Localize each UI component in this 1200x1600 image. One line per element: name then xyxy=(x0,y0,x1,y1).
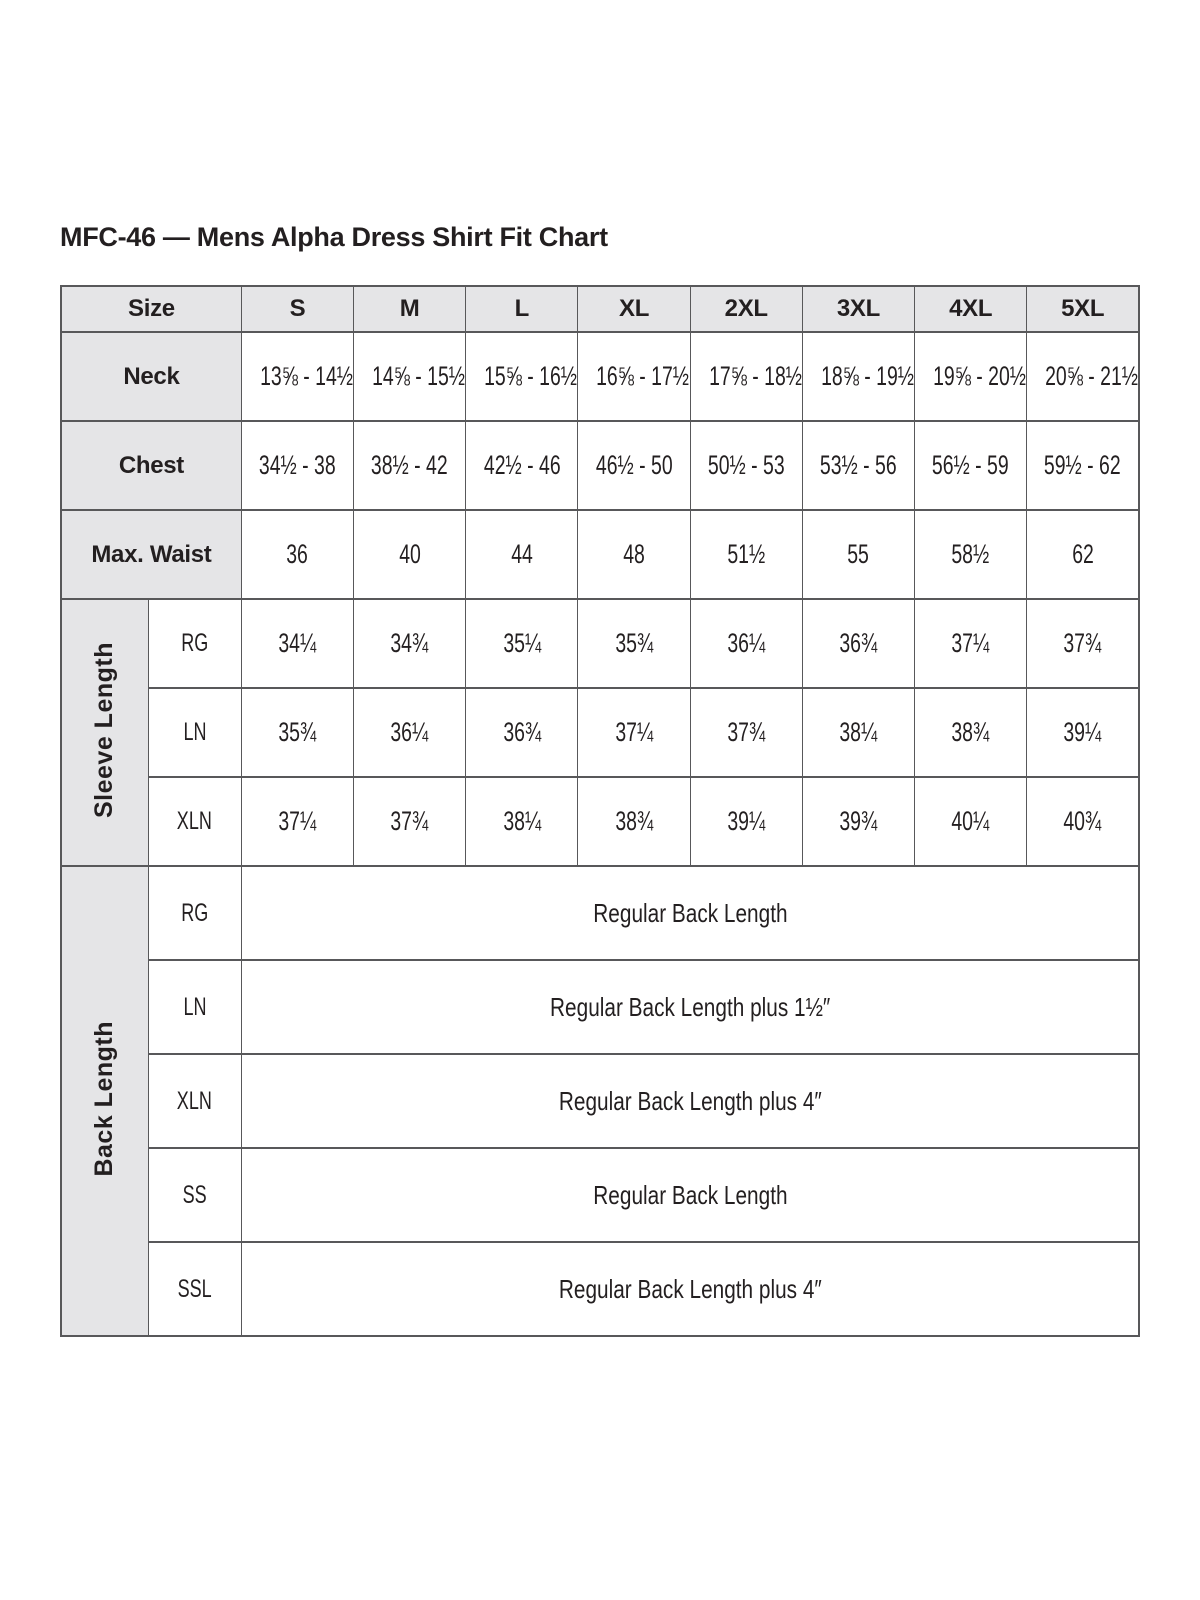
sleeve-ln-cell: 35¾ xyxy=(241,688,353,777)
waist-value-cell xyxy=(690,510,802,599)
sleeve-xln-cell: 37¾ xyxy=(354,777,466,866)
sleeve-xln-cell: 40¾ xyxy=(1027,777,1139,866)
col-header-xl: XL xyxy=(578,286,690,332)
chest-value-cell xyxy=(466,421,578,510)
sleeve-length-group-text: Sleeve Length xyxy=(90,642,119,818)
chest-value-cell xyxy=(802,421,914,510)
chest-value-cell xyxy=(578,421,690,510)
col-header-l: L xyxy=(466,286,578,332)
sleeve-ln-cell: 38¼ xyxy=(802,688,914,777)
sleeve-rg-cell: 36¼ xyxy=(690,599,802,688)
col-header-m: M xyxy=(354,286,466,332)
back-length-group-text: Back Length xyxy=(90,1020,119,1177)
neck-s: 13⅝ - 14½ xyxy=(259,361,353,391)
waist-3xl: 55 xyxy=(847,539,870,569)
sleeve-ln-cell: 37¾ xyxy=(690,688,802,777)
back-ssl-row xyxy=(61,1242,1139,1336)
neck-l: 15⅝ - 16½ xyxy=(484,361,578,391)
neck-xl: 16⅝ - 17½ xyxy=(596,361,690,391)
sleeve-ln-cell: 39¼ xyxy=(1027,688,1139,777)
page-title: MFC-46 — Mens Alpha Dress Shirt Fit Chart xyxy=(60,222,608,252)
sleeve-length-group-label xyxy=(61,599,148,866)
max-waist-row-label: Max. Waist xyxy=(61,510,241,599)
chest-l: 42½ - 46 xyxy=(483,450,561,480)
sleeve-ln-cell: 37¼ xyxy=(578,688,690,777)
sleeve-ln-cell: 38¾ xyxy=(915,688,1027,777)
back-rg-label: RG xyxy=(148,866,241,960)
waist-5xl: 62 xyxy=(1071,539,1094,569)
waist-m: 40 xyxy=(398,539,421,569)
waist-value-cell xyxy=(466,510,578,599)
col-header-s: S xyxy=(241,286,353,332)
waist-xl: 48 xyxy=(623,539,645,569)
sleeve-xln-cell: 40¼ xyxy=(915,777,1027,866)
back-ss-label: SS xyxy=(148,1148,241,1242)
sleeve-rg-cell: 35¾ xyxy=(578,599,690,688)
neck-value-cell xyxy=(915,332,1027,421)
neck-row xyxy=(61,332,1139,421)
sleeve-rg-row xyxy=(61,599,1139,688)
neck-m: 14⅝ - 15½ xyxy=(372,361,466,391)
neck-value-cell xyxy=(690,332,802,421)
chest-3xl: 53½ - 56 xyxy=(820,450,897,480)
sleeve-rg-cell: 34¾ xyxy=(354,599,466,688)
back-xln-label: XLN xyxy=(148,1054,241,1148)
chest-value-cell xyxy=(915,421,1027,510)
back-ssl-value: Regular Back Length plus 4″ xyxy=(241,1242,1139,1336)
chest-4xl: 56½ - 59 xyxy=(932,450,1010,480)
sleeve-ln-cell: 36¾ xyxy=(466,688,578,777)
chest-value-cell xyxy=(1027,421,1139,510)
back-ss-row xyxy=(61,1148,1139,1242)
neck-value-cell xyxy=(1027,332,1139,421)
waist-value-cell xyxy=(241,510,353,599)
chest-s: 34½ - 38 xyxy=(259,450,336,480)
neck-value-cell xyxy=(466,332,578,421)
sleeve-xln-row xyxy=(61,777,1139,866)
sleeve-rg-cell: 37¼ xyxy=(915,599,1027,688)
chest-row xyxy=(61,421,1139,510)
waist-value-cell xyxy=(802,510,914,599)
neck-3xl: 18⅝ - 19½ xyxy=(820,361,914,391)
size-header-row xyxy=(61,286,1139,332)
sleeve-xln-label: XLN xyxy=(148,777,241,866)
waist-s: 36 xyxy=(286,539,309,569)
col-header-4xl: 4XL xyxy=(915,286,1027,332)
sleeve-rg-label: RG xyxy=(148,599,241,688)
max-waist-row xyxy=(61,510,1139,599)
neck-value-cell xyxy=(241,332,353,421)
chest-value-cell xyxy=(690,421,802,510)
col-header-5xl: 5XL xyxy=(1027,286,1139,332)
chest-m: 38½ - 42 xyxy=(371,450,449,480)
sleeve-ln-cell: 36¼ xyxy=(354,688,466,777)
col-header-2xl: 2XL xyxy=(690,286,802,332)
sleeve-xln-cell: 39¼ xyxy=(690,777,802,866)
chest-xl: 46½ - 50 xyxy=(595,450,673,480)
chest-value-cell xyxy=(241,421,353,510)
chest-5xl: 59½ - 62 xyxy=(1044,450,1121,480)
sleeve-xln-cell: 37¼ xyxy=(241,777,353,866)
sleeve-rg-cell: 34¼ xyxy=(241,599,353,688)
neck-2xl: 17⅝ - 18½ xyxy=(708,361,802,391)
neck-value-cell xyxy=(354,332,466,421)
size-header-cell: Size xyxy=(61,286,241,332)
chest-row-label: Chest xyxy=(61,421,241,510)
waist-value-cell xyxy=(354,510,466,599)
waist-value-cell xyxy=(915,510,1027,599)
neck-4xl: 19⅝ - 20½ xyxy=(933,361,1027,391)
sleeve-xln-cell: 38¼ xyxy=(466,777,578,866)
waist-4xl: 58½ xyxy=(951,539,990,569)
back-rg-value: Regular Back Length xyxy=(241,866,1139,960)
back-ssl-label: SSL xyxy=(148,1242,241,1336)
sleeve-rg-cell: 35¼ xyxy=(466,599,578,688)
col-header-3xl: 3XL xyxy=(802,286,914,332)
fit-chart-table xyxy=(60,285,1140,1337)
waist-l: 44 xyxy=(511,539,533,569)
sleeve-rg-cell: 37¾ xyxy=(1027,599,1139,688)
neck-row-label: Neck xyxy=(61,332,241,421)
chest-value-cell xyxy=(354,421,466,510)
back-ln-row xyxy=(61,960,1139,1054)
sleeve-xln-cell: 39¾ xyxy=(802,777,914,866)
neck-5xl: 20⅝ - 21½ xyxy=(1045,361,1139,391)
neck-value-cell xyxy=(578,332,690,421)
waist-2xl: 51½ xyxy=(727,539,766,569)
back-ln-label: LN xyxy=(148,960,241,1054)
back-rg-row xyxy=(61,866,1139,960)
back-length-group-label xyxy=(61,866,148,1336)
waist-value-cell xyxy=(578,510,690,599)
back-ln-value: Regular Back Length plus 1½″ xyxy=(241,960,1139,1054)
sleeve-rg-cell: 36¾ xyxy=(802,599,914,688)
back-ss-value: Regular Back Length xyxy=(241,1148,1139,1242)
neck-value-cell xyxy=(802,332,914,421)
back-xln-value: Regular Back Length plus 4″ xyxy=(241,1054,1139,1148)
chest-2xl: 50½ - 53 xyxy=(707,450,785,480)
sleeve-ln-label: LN xyxy=(148,688,241,777)
back-xln-row xyxy=(61,1054,1139,1148)
sleeve-xln-cell: 38¾ xyxy=(578,777,690,866)
sleeve-ln-row xyxy=(61,688,1139,777)
waist-value-cell xyxy=(1027,510,1139,599)
